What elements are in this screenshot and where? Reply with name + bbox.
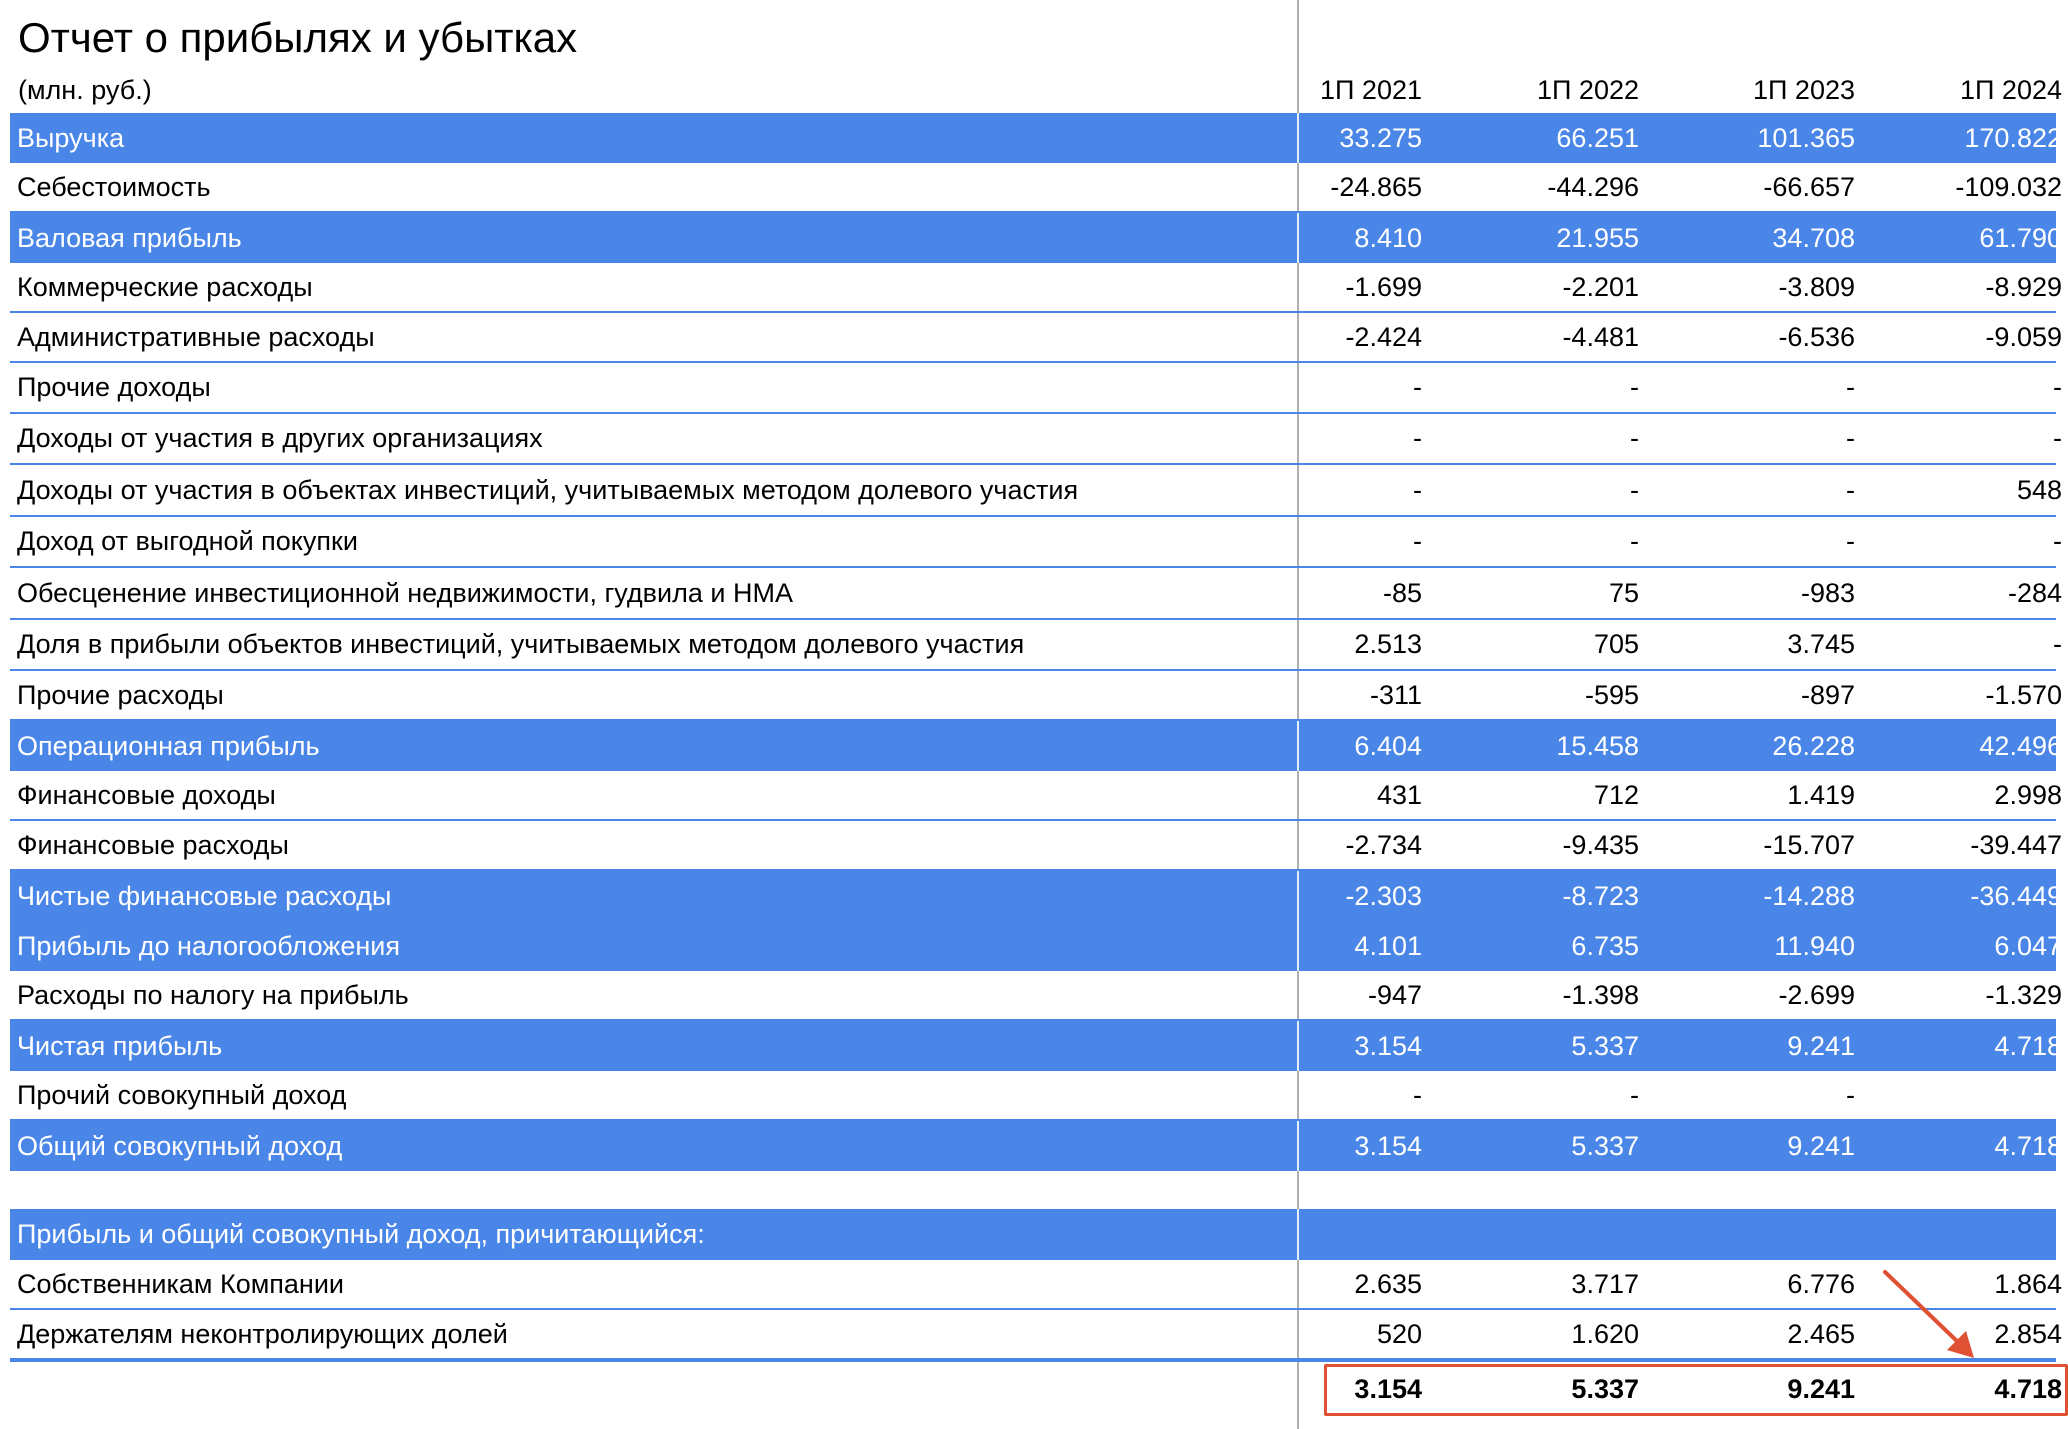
column-header-2021: 1П 2021 (1320, 75, 1422, 105)
row-value: 3.717 (1571, 1268, 1639, 1299)
row-value: 6.047 (1994, 930, 2062, 961)
row-value: -1.329 (1985, 979, 2062, 1010)
row-value: -39.447 (1970, 829, 2062, 860)
row-value: 66.251 (1556, 122, 1639, 153)
row-value: 9.241 (1787, 1373, 1855, 1404)
row-value: - (1413, 423, 1422, 453)
row-label: Доля в прибыли объектов инвестиций, учитываемых методом долевого участия (17, 629, 1025, 659)
row-value: 5.337 (1571, 1130, 1639, 1161)
row-label: Коммерческие расходы (17, 271, 313, 302)
row-label: Держателям неконтролирующих долей (17, 1318, 508, 1349)
row-value: 2.998 (1994, 779, 2062, 810)
row-label: Доходы от участия в объектах инвестиций, учитываемых методом долевого участия (17, 474, 1079, 505)
row-label: Прочие расходы (17, 679, 224, 710)
row-value: -595 (1584, 679, 1639, 710)
row-value: 520 (1376, 1318, 1422, 1349)
row-value: -983 (1800, 577, 1855, 608)
row-value: - (1413, 474, 1422, 505)
row-value: 5.337 (1571, 1030, 1639, 1061)
row-value: 5.337 (1571, 1373, 1639, 1404)
row-value: - (1846, 423, 1855, 453)
row-label: Доходы от участия в других организациях (17, 423, 543, 453)
row-value: - (2053, 423, 2062, 453)
row-value: - (1630, 372, 1639, 402)
column-header-2022: 1П 2022 (1537, 75, 1639, 105)
row-value: 26.228 (1772, 730, 1855, 761)
row-label: Операционная прибыль (17, 730, 320, 761)
row-label: Финансовые расходы (17, 829, 289, 860)
row-value: 548 (2016, 474, 2062, 505)
row-value: - (2053, 629, 2062, 659)
row-value: -6.536 (1778, 321, 1855, 352)
row-value: 4.718 (1994, 1030, 2062, 1061)
row-value: - (1846, 1079, 1855, 1110)
row-value: -1.570 (1985, 679, 2062, 710)
row-value: - (1413, 372, 1422, 402)
row-value: 712 (1593, 779, 1639, 810)
row-label: Чистые финансовые расходы (17, 880, 392, 911)
row-label: Финансовые доходы (17, 779, 276, 810)
row-value: -3.809 (1778, 271, 1855, 302)
row-label: Прибыль и общий совокупный доход, причитающийся: (17, 1219, 705, 1249)
row-value: 101.365 (1757, 122, 1855, 153)
row-value: -4.481 (1562, 321, 1639, 352)
row-value: 6.404 (1354, 730, 1422, 761)
row-value: -8.929 (1985, 271, 2062, 302)
row-value: 8.410 (1354, 222, 1422, 253)
row-value: - (2053, 526, 2062, 556)
row-value: 1.419 (1787, 779, 1855, 810)
row-value: 42.496 (1979, 730, 2062, 761)
row-value: - (1630, 474, 1639, 505)
row-value: -2.699 (1778, 979, 1855, 1010)
row-label: Чистая прибыль (17, 1030, 223, 1061)
row-value: 4.718 (1994, 1130, 2062, 1161)
row-value: -44.296 (1547, 171, 1639, 202)
row-value: -2.734 (1345, 829, 1422, 860)
row-value: 2.513 (1354, 629, 1422, 659)
row-label: Прочий совокупный доход (17, 1079, 347, 1110)
row-value: - (1630, 1079, 1639, 1110)
row-value: -1.398 (1562, 979, 1639, 1010)
row-value: - (1413, 1079, 1422, 1110)
row-value: - (1630, 423, 1639, 453)
row-value: -109.032 (1955, 171, 2062, 202)
row-label: Административные расходы (17, 321, 375, 352)
row-value: 9.241 (1787, 1130, 1855, 1161)
row-label: Собственникам Компании (17, 1268, 345, 1299)
row-value: -1.699 (1345, 271, 1422, 302)
column-header-2023: 1П 2023 (1753, 75, 1855, 105)
row-value: 1.864 (1994, 1268, 2062, 1299)
row-value: 3.745 (1787, 629, 1855, 659)
row-value: - (1846, 526, 1855, 556)
page-title: Отчет о прибылях и убытках (18, 14, 578, 61)
row-value: 2.854 (1994, 1318, 2062, 1349)
row-value: 431 (1376, 779, 1422, 810)
row-value: -9.059 (1985, 321, 2062, 352)
row-value: 705 (1593, 629, 1639, 659)
row-value: 6.735 (1571, 930, 1639, 961)
column-header-2024: 1П 2024 (1960, 75, 2062, 105)
row-value: -8.723 (1562, 880, 1639, 911)
row-value: 34.708 (1772, 222, 1855, 253)
row-label: Валовая прибыль (17, 222, 242, 253)
row-value: -9.435 (1562, 829, 1639, 860)
row-value: -24.865 (1330, 171, 1422, 202)
row-value: -2.424 (1345, 321, 1422, 352)
row-value: 33.275 (1339, 122, 1422, 153)
units-label: (млн. руб.) (18, 75, 152, 105)
row-label: Прочие доходы (17, 372, 211, 402)
row-value: 75 (1608, 577, 1639, 608)
row-value: 61.790 (1979, 222, 2062, 253)
row-value: -85 (1382, 577, 1422, 608)
row-value: -36.449 (1970, 880, 2062, 911)
row-value: 3.154 (1354, 1030, 1422, 1061)
row-value: 21.955 (1556, 222, 1639, 253)
row-label: Расходы по налогу на прибыль (17, 979, 409, 1010)
row-value: - (2053, 372, 2062, 402)
row-value: 2.635 (1354, 1268, 1422, 1299)
row-value: 9.241 (1787, 1030, 1855, 1061)
row-value: 2.465 (1787, 1318, 1855, 1349)
row-value: 15.458 (1556, 730, 1639, 761)
row-value: -66.657 (1763, 171, 1855, 202)
row-value: - (1413, 526, 1422, 556)
row-value: -897 (1800, 679, 1855, 710)
row-value: -2.303 (1345, 880, 1422, 911)
row-value: 1.620 (1571, 1318, 1639, 1349)
row-value: - (1630, 526, 1639, 556)
row-value: 170.822 (1964, 122, 2062, 153)
row-label: Прибыль до налогообложения (17, 930, 400, 961)
row-value: 4.101 (1354, 930, 1422, 961)
row-value: - (1846, 474, 1855, 505)
row-value: -311 (1369, 679, 1422, 710)
row-value: -2.201 (1562, 271, 1639, 302)
row-value: 11.940 (1774, 930, 1855, 961)
row-value: 3.154 (1354, 1130, 1422, 1161)
row-value: -284 (2007, 577, 2062, 608)
row-value: 3.154 (1354, 1373, 1422, 1404)
row-label: Общий совокупный доход (17, 1130, 343, 1161)
row-value: -14.288 (1763, 880, 1855, 911)
row-label: Обесценение инвестиционной недвижимости, гудвила и НМА (17, 577, 793, 608)
row-label: Доход от выгодной покупки (17, 526, 358, 556)
row-label: Выручка (17, 122, 125, 153)
row-value: -15.707 (1763, 829, 1855, 860)
row-value: 4.718 (1994, 1373, 2062, 1404)
row-value: - (1846, 372, 1855, 402)
row-label: Себестоимость (17, 171, 211, 202)
row-value: -947 (1367, 979, 1422, 1010)
row-value: 6.776 (1787, 1268, 1855, 1299)
